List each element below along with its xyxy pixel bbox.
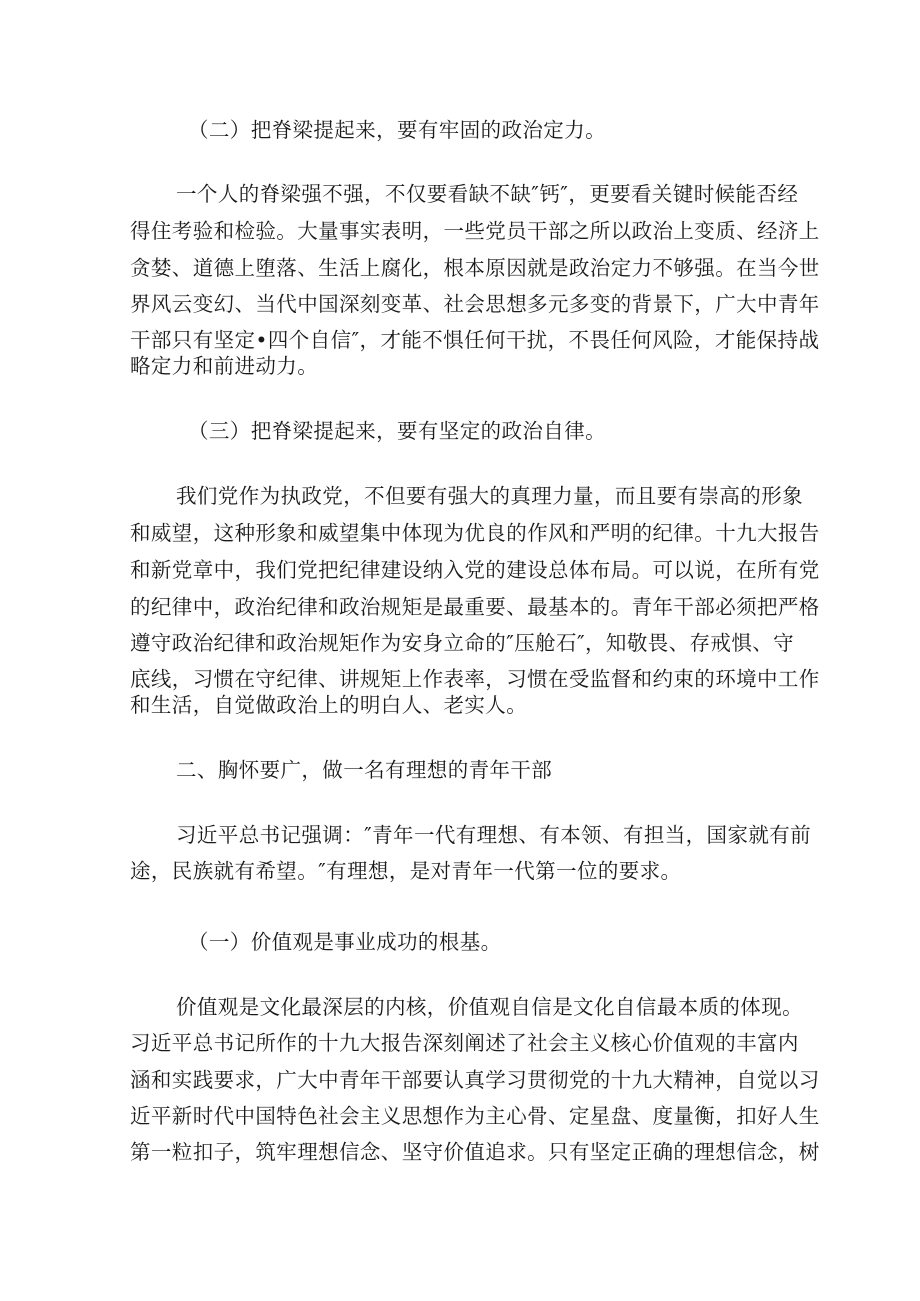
- paragraph-line: 和威望，这种形象和威望集中体现为优良的作风和严明的纪律。十九大报告: [130, 521, 820, 545]
- paragraph-line: 习近平总书记强调：″青年一代有理想、有本领、有担当，国家就有前: [176, 823, 812, 847]
- paragraph-line: 近平新时代中国特色社会主义思想作为主心骨、定星盘、度量衡，扣好人生: [130, 1104, 820, 1128]
- paragraph-line: 贪婪、道德上堕落、生活上腐化，根本原因就是政治定力不够强。在当今世: [130, 256, 820, 280]
- paragraph-line: 底线，习惯在守纪律、讲规矩上作表率，习惯在受监督和约束的环境中工作: [130, 667, 820, 691]
- paragraph-line: 第一粒扣子，筑牢理想信念、坚守价值追求。只有坚定正确的理想信念，树: [130, 1140, 820, 1164]
- paragraph-line: 界风云变幻、当代中国深刻变革、社会思想多元多变的背景下，广大中青年: [130, 292, 820, 316]
- paragraph-line: 和生活，自觉做政治上的明白人、老实人。: [130, 693, 528, 717]
- paragraph-line: 习近平总书记所作的十九大报告深刻阐述了社会主义核心价值观的丰富内: [130, 1031, 799, 1055]
- paragraph-line: 涵和实践要求，广大中青年干部要认真学习贯彻党的十九大精神，自觉以习: [130, 1068, 820, 1092]
- paragraph-line: 和新党章中，我们党把纪律建设纳入党的建设总体布局。可以说，在所有党: [130, 558, 820, 582]
- paragraph-line: 我们党作为执政党，不但要有强大的真理力量，而且要有崇高的形象: [176, 484, 803, 508]
- paragraph-line: 遵守政治纪律和政治规矩作为安身立命的″压舱石″，知敬畏、存戒惧、守: [130, 631, 795, 655]
- subheading-3: （三）把脊梁提起来，要有坚定的政治自律。: [188, 419, 606, 443]
- subheading-1: （一）价值观是事业成功的根基。: [188, 930, 502, 954]
- paragraph-line: 一个人的脊梁强不强，不仅要看缺不缺″钙″，更要看关键时候能否经: [176, 182, 799, 206]
- section-heading: 二、胸怀要广，做一名有理想的青年干部: [176, 758, 553, 782]
- paragraph-line: 得住考验和检验。大量事实表明，一些党员干部之所以政治上变质、经济上: [130, 219, 820, 243]
- paragraph-line: 途，民族就有希望。″有理想，是对青年一代第一位的要求。: [130, 859, 682, 883]
- subheading-2: （二）把脊梁提起来，要有牢固的政治定力。: [188, 118, 606, 142]
- paragraph-line: 的纪律中，政治纪律和政治规矩是最重要、最基本的。青年干部必须把严格: [130, 595, 820, 619]
- paragraph-line: 略定力和前进动力。: [130, 354, 319, 378]
- paragraph-line: 干部只有坚定•四个自信″，才能不惧任何干扰，不畏任何风险，才能保持战: [130, 328, 820, 352]
- paragraph-line: 价值观是文化最深层的内核，价值观自信是文化自信最本质的体现。: [176, 995, 803, 1019]
